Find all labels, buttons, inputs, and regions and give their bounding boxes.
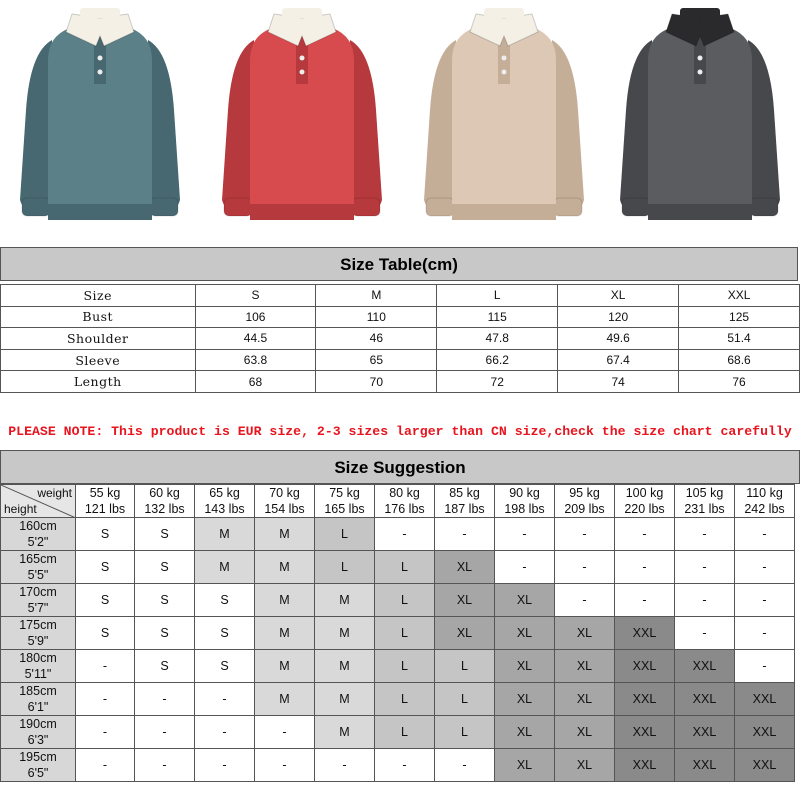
weight-header-cell: [615, 485, 675, 518]
weight-kg: 80 kg: [389, 486, 420, 500]
weight-header-cell: [135, 485, 195, 518]
weight-lbs: 154 lbs: [264, 502, 305, 516]
weight-lbs: 187 lbs: [444, 502, 485, 516]
suggested-size-cell: XXL: [615, 650, 675, 683]
weight-lbs: 231 lbs: [684, 502, 725, 516]
height-cm: 160cm: [19, 519, 57, 533]
weight-lbs: 198 lbs: [504, 502, 545, 516]
height-header-cell: [1, 749, 76, 782]
suggested-size-cell: XL: [495, 749, 555, 782]
suggested-size-cell: -: [615, 518, 675, 551]
size-table: [0, 284, 800, 393]
suggested-size-cell: XL: [495, 584, 555, 617]
suggested-size-cell: XL: [495, 650, 555, 683]
suggested-size-cell: -: [675, 617, 735, 650]
size-cell: 125: [679, 306, 800, 328]
suggested-size-cell: XL: [555, 683, 615, 716]
suggested-size-cell: -: [135, 683, 195, 716]
suggested-size-cell: L: [375, 683, 435, 716]
suggested-size-cell: -: [675, 551, 735, 584]
suggested-size-cell: -: [195, 683, 255, 716]
suggested-size-cell: -: [435, 749, 495, 782]
suggested-size-cell: L: [375, 617, 435, 650]
suggested-size-cell: -: [735, 518, 795, 551]
height-ft: 5'5": [27, 568, 49, 582]
size-cell: 67.4: [558, 349, 679, 371]
size-cell: 65: [316, 349, 437, 371]
size-cell: 49.6: [558, 328, 679, 350]
suggested-size-cell: M: [255, 518, 315, 551]
suggested-size-cell: XXL: [735, 683, 795, 716]
suggested-size-cell: S: [76, 584, 135, 617]
size-row-label: Length: [1, 371, 196, 393]
size-header-cell: S: [195, 285, 316, 307]
size-header-cell: XL: [558, 285, 679, 307]
suggested-size-cell: S: [195, 617, 255, 650]
red-sweatshirt-photo: [202, 0, 402, 240]
suggested-size-cell: -: [315, 749, 375, 782]
height-row: [1, 518, 795, 551]
suggested-size-cell: -: [435, 518, 495, 551]
suggested-size-cell: XXL: [675, 749, 735, 782]
weight-header-cell: [435, 485, 495, 518]
suggested-size-cell: L: [315, 551, 375, 584]
weight-kg: 60 kg: [149, 486, 180, 500]
height-cm: 190cm: [19, 717, 57, 731]
weight-kg: 65 kg: [209, 486, 240, 500]
height-row: [1, 617, 795, 650]
weight-lbs: 121 lbs: [84, 502, 126, 516]
suggested-size-cell: L: [435, 716, 495, 749]
size-header-cell: M: [316, 285, 437, 307]
suggested-size-cell: XL: [555, 716, 615, 749]
weight-header-cell: [675, 485, 735, 518]
suggested-size-cell: XL: [555, 749, 615, 782]
size-row-bust: [1, 306, 800, 328]
weight-header-cell: [495, 485, 555, 518]
size-table-title: Size Table(cm): [0, 247, 798, 281]
weight-kg: 70 kg: [269, 486, 300, 500]
suggested-size-cell: -: [735, 551, 795, 584]
suggested-size-cell: -: [615, 551, 675, 584]
suggested-size-cell: -: [555, 551, 615, 584]
size-row-label: Shoulder: [1, 328, 196, 350]
size-cell: 68.6: [679, 349, 800, 371]
size-cell: 46: [316, 328, 437, 350]
size-header-cell: L: [437, 285, 558, 307]
suggested-size-cell: L: [375, 551, 435, 584]
suggested-size-cell: -: [255, 749, 315, 782]
weight-lbs: 132 lbs: [144, 502, 185, 516]
size-header-label: Size: [1, 285, 196, 307]
height-row: [1, 650, 795, 683]
suggested-size-cell: M: [315, 617, 375, 650]
size-cell: 76: [679, 371, 800, 393]
suggested-size-cell: M: [195, 518, 255, 551]
suggested-size-cell: XXL: [615, 716, 675, 749]
size-cell: 51.4: [679, 328, 800, 350]
suggested-size-cell: XL: [495, 683, 555, 716]
height-ft: 5'9": [27, 634, 49, 648]
suggested-size-cell: L: [375, 584, 435, 617]
height-row: [1, 584, 795, 617]
teal-sweatshirt: [20, 8, 180, 220]
suggested-size-cell: M: [255, 584, 315, 617]
suggested-size-cell: L: [375, 650, 435, 683]
size-note: PLEASE NOTE: This product is EUR size, 2-3 sizes larger than CN size,check the size chart carefully: [8, 424, 792, 439]
suggested-size-cell: -: [135, 716, 195, 749]
weight-kg: 90 kg: [509, 486, 540, 500]
size-cell: 72: [437, 371, 558, 393]
suggested-size-cell: XXL: [675, 650, 735, 683]
suggested-size-cell: L: [315, 518, 375, 551]
height-header-cell: [1, 551, 76, 584]
suggested-size-cell: M: [255, 617, 315, 650]
suggested-size-cell: -: [735, 650, 795, 683]
suggested-size-cell: S: [195, 584, 255, 617]
suggested-size-cell: -: [675, 518, 735, 551]
weight-axis-label: weight: [37, 486, 72, 500]
suggested-size-cell: XXL: [615, 617, 675, 650]
size-header-row: [1, 285, 800, 307]
suggested-size-cell: -: [195, 749, 255, 782]
height-ft: 6'5": [27, 766, 49, 780]
weight-lbs: 143 lbs: [204, 502, 245, 516]
suggested-size-cell: XXL: [735, 716, 795, 749]
size-cell: 66.2: [437, 349, 558, 371]
height-ft: 5'2": [27, 535, 49, 549]
suggested-size-cell: -: [555, 518, 615, 551]
suggested-size-cell: S: [135, 650, 195, 683]
suggested-size-cell: -: [495, 518, 555, 551]
suggested-size-cell: -: [375, 749, 435, 782]
size-cell: 47.8: [437, 328, 558, 350]
suggested-size-cell: XXL: [675, 683, 735, 716]
suggested-size-cell: -: [76, 650, 135, 683]
suggested-size-cell: XXL: [735, 749, 795, 782]
height-cm: 170cm: [19, 585, 57, 599]
suggested-size-cell: -: [735, 617, 795, 650]
height-cm: 185cm: [19, 684, 57, 698]
weight-kg: 85 kg: [449, 486, 480, 500]
size-cell: 115: [437, 306, 558, 328]
suggested-size-cell: M: [315, 716, 375, 749]
suggested-size-cell: -: [375, 518, 435, 551]
weight-lbs: 176 lbs: [384, 502, 425, 516]
teal-sweatshirt-photo: [0, 0, 200, 240]
weight-kg: 110 kg: [746, 486, 783, 500]
size-cell: 70: [316, 371, 437, 393]
height-header-cell: [1, 617, 76, 650]
height-header-cell: [1, 650, 76, 683]
suggested-size-cell: M: [255, 650, 315, 683]
suggested-size-cell: S: [195, 650, 255, 683]
suggested-size-cell: M: [315, 683, 375, 716]
grey-sweatshirt-photo: [600, 0, 800, 240]
weight-header-cell: [735, 485, 795, 518]
suggested-size-cell: -: [255, 716, 315, 749]
weight-header-cell: [255, 485, 315, 518]
suggested-size-cell: -: [135, 749, 195, 782]
product-photos: [0, 0, 800, 240]
suggested-size-cell: M: [315, 584, 375, 617]
size-cell: 106: [195, 306, 316, 328]
suggested-size-cell: -: [495, 551, 555, 584]
corner-cell: [1, 485, 76, 518]
height-row: [1, 749, 795, 782]
suggested-size-cell: -: [76, 683, 135, 716]
weight-header-cell: [195, 485, 255, 518]
suggested-size-cell: M: [195, 551, 255, 584]
suggested-size-cell: -: [735, 584, 795, 617]
height-header-cell: [1, 584, 76, 617]
size-row-length: [1, 371, 800, 393]
suggested-size-cell: M: [315, 650, 375, 683]
size-suggestion-title: Size Suggestion: [0, 450, 800, 484]
size-row-shoulder: [1, 328, 800, 350]
size-cell: 120: [558, 306, 679, 328]
weight-header-cell: [555, 485, 615, 518]
suggested-size-cell: XL: [495, 716, 555, 749]
suggested-size-cell: L: [435, 650, 495, 683]
suggested-size-cell: S: [76, 518, 135, 551]
suggested-size-cell: -: [675, 584, 735, 617]
suggested-size-cell: XXL: [675, 716, 735, 749]
khaki-sweatshirt-photo: [404, 0, 604, 240]
suggested-size-cell: S: [76, 551, 135, 584]
height-row: [1, 716, 795, 749]
height-row: [1, 683, 795, 716]
suggested-size-cell: XL: [495, 617, 555, 650]
size-cell: 110: [316, 306, 437, 328]
height-ft: 6'1": [27, 700, 49, 714]
weight-lbs: 165 lbs: [324, 502, 365, 516]
height-axis-label: height: [4, 502, 37, 516]
size-cell: 74: [558, 371, 679, 393]
height-header-cell: [1, 716, 76, 749]
suggested-size-cell: L: [435, 683, 495, 716]
suggested-size-cell: S: [135, 551, 195, 584]
height-cm: 175cm: [19, 618, 57, 632]
suggested-size-cell: S: [135, 518, 195, 551]
weight-kg: 75 kg: [329, 486, 360, 500]
weight-lbs: 242 lbs: [744, 502, 785, 516]
height-cm: 195cm: [19, 750, 57, 764]
suggested-size-cell: -: [76, 716, 135, 749]
weight-header-row: [1, 485, 795, 518]
suggested-size-cell: S: [76, 617, 135, 650]
weight-header-cell: [76, 485, 135, 518]
suggested-size-cell: XL: [435, 617, 495, 650]
suggested-size-cell: M: [255, 683, 315, 716]
size-cell: 68: [195, 371, 316, 393]
suggested-size-cell: S: [135, 584, 195, 617]
size-cell: 63.8: [195, 349, 316, 371]
weight-kg: 100 kg: [625, 486, 664, 500]
suggested-size-cell: -: [195, 716, 255, 749]
suggested-size-cell: S: [135, 617, 195, 650]
height-cm: 180cm: [19, 651, 57, 665]
size-row-label: Bust: [1, 306, 196, 328]
khaki-sweatshirt: [424, 8, 584, 220]
height-header-cell: [1, 518, 76, 551]
size-cell: 44.5: [195, 328, 316, 350]
suggested-size-cell: -: [76, 749, 135, 782]
weight-kg: 55 kg: [89, 486, 121, 500]
height-ft: 6'3": [27, 733, 49, 747]
weight-lbs: 209 lbs: [564, 502, 605, 516]
suggested-size-cell: -: [615, 584, 675, 617]
grey-sweatshirt: [620, 8, 780, 220]
height-ft: 5'7": [27, 601, 49, 615]
height-cm: 165cm: [19, 552, 57, 566]
weight-kg: 105 kg: [685, 486, 724, 500]
height-ft: 5'11": [24, 667, 52, 681]
suggested-size-cell: XXL: [615, 683, 675, 716]
suggested-size-cell: XL: [435, 584, 495, 617]
weight-lbs: 220 lbs: [624, 502, 665, 516]
suggested-size-cell: L: [375, 716, 435, 749]
size-row-label: Sleeve: [1, 349, 196, 371]
weight-header-cell: [315, 485, 375, 518]
weight-header-cell: [375, 485, 435, 518]
size-header-cell: XXL: [679, 285, 800, 307]
height-header-cell: [1, 683, 76, 716]
suggested-size-cell: XL: [435, 551, 495, 584]
suggested-size-cell: XXL: [615, 749, 675, 782]
red-sweatshirt: [222, 8, 382, 220]
size-suggestion-table: [0, 484, 795, 782]
suggested-size-cell: M: [255, 551, 315, 584]
size-row-sleeve: [1, 349, 800, 371]
height-row: [1, 551, 795, 584]
suggested-size-cell: XL: [555, 617, 615, 650]
suggested-size-cell: XL: [555, 650, 615, 683]
weight-kg: 95 kg: [569, 486, 600, 500]
suggested-size-cell: -: [555, 584, 615, 617]
